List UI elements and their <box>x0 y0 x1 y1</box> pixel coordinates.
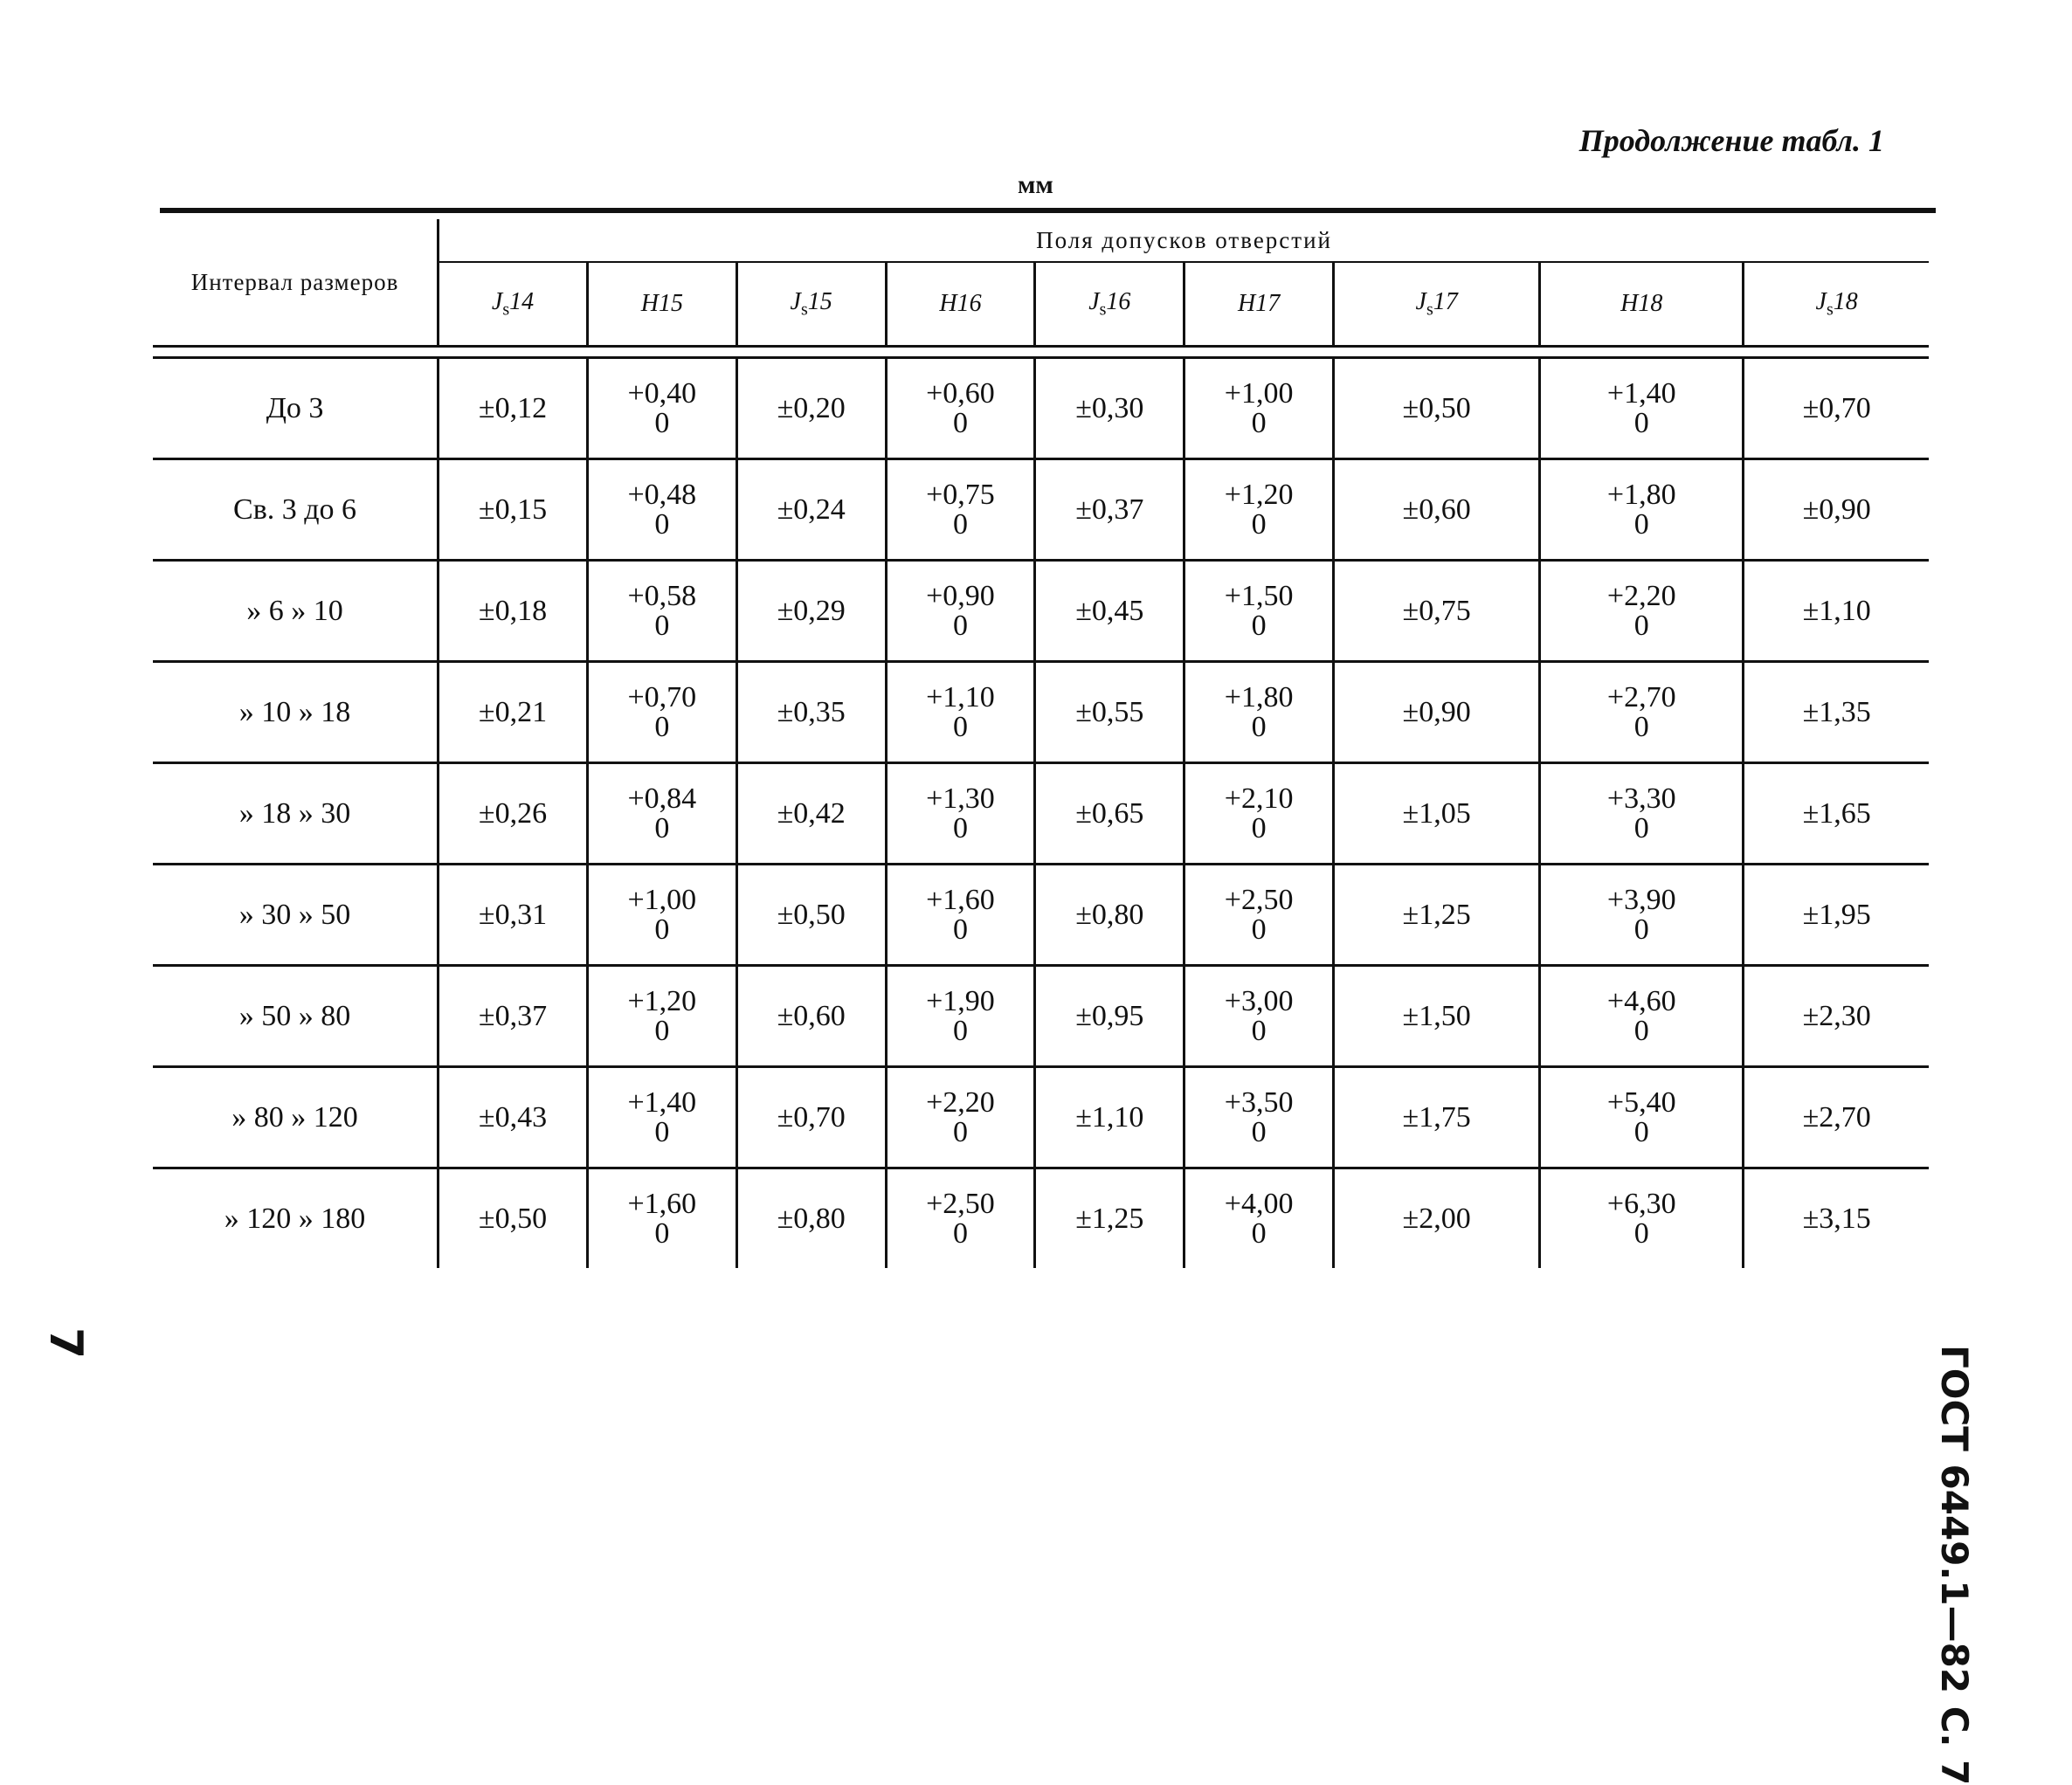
tolerance-cell <box>1744 865 1929 966</box>
field-header <box>439 262 588 347</box>
upper-deviation: +6,30 <box>1606 1187 1676 1220</box>
tolerance-cell <box>439 865 588 966</box>
tolerance-cell <box>439 1168 588 1269</box>
upper-deviation: ±1,10 <box>1075 1100 1144 1134</box>
tolerance-cell <box>886 966 1035 1067</box>
tolerance-cell <box>886 459 1035 561</box>
tolerance-cell <box>1035 1168 1184 1269</box>
interval-header: Интервал размеров <box>153 219 439 347</box>
upper-deviation: ±0,31 <box>478 898 548 931</box>
tolerance-cell <box>439 763 588 865</box>
tolerance-cell <box>1035 662 1184 763</box>
tolerance-cell <box>1184 966 1334 1067</box>
tolerance-cell <box>1184 763 1334 865</box>
lower-deviation: 0 <box>1633 1115 1649 1148</box>
upper-deviation: ±1,10 <box>1802 594 1871 627</box>
upper-deviation: ±0,21 <box>478 695 548 728</box>
tolerance-cell <box>1184 459 1334 561</box>
tolerance-cell <box>587 662 736 763</box>
top-rule <box>160 208 1936 213</box>
upper-deviation: ±1,50 <box>1402 999 1471 1032</box>
tolerance-cell <box>439 358 588 459</box>
lower-deviation: 0 <box>1633 811 1649 844</box>
upper-deviation: ±0,90 <box>1402 695 1471 728</box>
tolerance-cell <box>736 1067 886 1168</box>
tolerance-cell <box>736 966 886 1067</box>
tolerance-cell <box>886 763 1035 865</box>
size-interval: » 80 » 120 <box>153 1067 439 1168</box>
tolerance-cell <box>1540 763 1744 865</box>
upper-deviation: ±2,00 <box>1402 1202 1471 1235</box>
field-letter: J <box>491 287 503 315</box>
upper-deviation: ±0,60 <box>1402 493 1471 526</box>
lower-deviation: 0 <box>654 609 670 642</box>
tolerance-cell <box>736 763 886 865</box>
tolerance-cell <box>1540 966 1744 1067</box>
standard-side-label: ГОСТ 6449.1—82 С. 7 <box>1933 1345 1976 1785</box>
tolerance-cell <box>1334 763 1540 865</box>
upper-deviation: +3,00 <box>1224 984 1294 1017</box>
field-letter: H <box>1620 290 1639 317</box>
field-header <box>1540 262 1744 347</box>
tolerance-cell <box>1744 358 1929 459</box>
size-interval: » 6 » 10 <box>153 561 439 662</box>
upper-deviation: +3,50 <box>1224 1085 1294 1119</box>
field-header <box>886 262 1035 347</box>
tolerance-cell <box>886 865 1035 966</box>
upper-deviation: ±0,20 <box>777 391 846 424</box>
tolerance-cell <box>1184 1168 1334 1269</box>
upper-deviation: ±0,50 <box>478 1202 548 1235</box>
tolerance-cell <box>1035 865 1184 966</box>
tolerance-cell <box>886 358 1035 459</box>
lower-deviation: 0 <box>952 710 968 743</box>
size-interval: До 3 <box>153 358 439 459</box>
tolerance-cell <box>439 459 588 561</box>
lower-deviation: 0 <box>1251 913 1267 946</box>
tolerance-cell <box>587 561 736 662</box>
field-number: 15 <box>807 287 832 315</box>
upper-deviation: +1,90 <box>926 984 995 1017</box>
tolerance-cell <box>736 662 886 763</box>
table-row <box>153 561 1929 662</box>
tolerance-cell <box>1035 459 1184 561</box>
upper-deviation: ±0,43 <box>478 1100 548 1134</box>
upper-deviation: +1,50 <box>1224 579 1294 612</box>
table-row <box>153 865 1929 966</box>
table-row <box>153 358 1929 459</box>
tolerance-cell <box>1744 763 1929 865</box>
tolerance-cell <box>587 1168 736 1269</box>
upper-deviation: +1,40 <box>1606 376 1676 410</box>
size-interval: » 10 » 18 <box>153 662 439 763</box>
lower-deviation: 0 <box>1251 1216 1267 1250</box>
upper-deviation: ±0,80 <box>1075 898 1144 931</box>
field-letter: J <box>1415 287 1426 315</box>
field-letter: J <box>1088 287 1100 315</box>
field-header <box>1035 262 1184 347</box>
lower-deviation: 0 <box>952 913 968 946</box>
upper-deviation: ±0,12 <box>478 391 548 424</box>
page-number: 7 <box>39 1327 92 1360</box>
upper-deviation: ±0,37 <box>1075 493 1144 526</box>
lower-deviation: 0 <box>654 1216 670 1250</box>
lower-deviation: 0 <box>1633 507 1649 541</box>
upper-deviation: ±0,42 <box>777 796 846 830</box>
upper-deviation: ±2,30 <box>1802 999 1871 1032</box>
tolerance-cell <box>1334 358 1540 459</box>
tolerance-cell <box>1184 1067 1334 1168</box>
upper-deviation: +4,00 <box>1224 1187 1294 1220</box>
lower-deviation: 0 <box>952 609 968 642</box>
table-body <box>153 358 1929 1269</box>
field-letter: H <box>640 290 659 317</box>
table-row <box>153 1067 1929 1168</box>
upper-deviation: ±0,15 <box>478 493 548 526</box>
tolerance-cell <box>1035 1067 1184 1168</box>
upper-deviation: +0,90 <box>926 579 995 612</box>
tolerance-cell <box>886 662 1035 763</box>
tolerance-cell <box>1035 966 1184 1067</box>
lower-deviation: 0 <box>1251 507 1267 541</box>
field-number: 18 <box>1833 287 1858 315</box>
upper-deviation: +5,40 <box>1606 1085 1676 1119</box>
tolerance-cell <box>1540 561 1744 662</box>
upper-deviation: ±1,75 <box>1402 1100 1471 1134</box>
size-interval: » 18 » 30 <box>153 763 439 865</box>
lower-deviation: 0 <box>654 811 670 844</box>
upper-deviation: ±0,26 <box>478 796 548 830</box>
lower-deviation: 0 <box>952 811 968 844</box>
upper-deviation: ±0,95 <box>1075 999 1144 1032</box>
upper-deviation: +1,30 <box>926 782 995 815</box>
upper-deviation: +2,20 <box>926 1085 995 1119</box>
upper-deviation: +0,60 <box>926 376 995 410</box>
upper-deviation: ±0,70 <box>1802 391 1871 424</box>
field-subscript: s <box>1426 300 1433 320</box>
tolerance-cell <box>1540 459 1744 561</box>
field-number: 16 <box>957 290 982 317</box>
field-header <box>736 262 886 347</box>
upper-deviation: ±0,70 <box>777 1100 846 1134</box>
tolerance-cell <box>1184 358 1334 459</box>
field-number: 18 <box>1638 290 1663 317</box>
tolerance-cell <box>1334 865 1540 966</box>
lower-deviation: 0 <box>1251 609 1267 642</box>
lower-deviation: 0 <box>1251 406 1267 439</box>
tolerance-cell <box>587 459 736 561</box>
upper-deviation: ±0,18 <box>478 594 548 627</box>
tolerance-cell <box>1540 865 1744 966</box>
tolerance-cell <box>736 358 886 459</box>
tolerance-cell <box>1540 1067 1744 1168</box>
upper-deviation: ±0,55 <box>1075 695 1144 728</box>
upper-deviation: +1,40 <box>627 1085 697 1119</box>
upper-deviation: +2,50 <box>926 1187 995 1220</box>
upper-deviation: ±0,45 <box>1075 594 1144 627</box>
tolerance-cell <box>1035 561 1184 662</box>
upper-deviation: +2,10 <box>1224 782 1294 815</box>
tolerance-cell <box>886 1168 1035 1269</box>
tolerance-cell <box>439 966 588 1067</box>
upper-deviation: +2,20 <box>1606 579 1676 612</box>
header-separator <box>153 347 1929 358</box>
upper-deviation: +0,48 <box>627 478 697 511</box>
lower-deviation: 0 <box>1633 1014 1649 1047</box>
tolerance-cell <box>1744 966 1929 1067</box>
lower-deviation: 0 <box>1251 811 1267 844</box>
upper-deviation: +1,00 <box>627 883 697 916</box>
table-row <box>153 763 1929 865</box>
field-number: 16 <box>1106 287 1131 315</box>
lower-deviation: 0 <box>654 1014 670 1047</box>
lower-deviation: 0 <box>1633 1216 1649 1250</box>
upper-deviation: +1,10 <box>926 680 995 713</box>
lower-deviation: 0 <box>654 406 670 439</box>
lower-deviation: 0 <box>1633 710 1649 743</box>
upper-deviation: ±1,05 <box>1402 796 1471 830</box>
upper-deviation: ±1,25 <box>1075 1202 1144 1235</box>
upper-deviation: +3,90 <box>1606 883 1676 916</box>
upper-deviation: +1,20 <box>1224 478 1294 511</box>
upper-deviation: +1,60 <box>926 883 995 916</box>
upper-deviation: ±0,75 <box>1402 594 1471 627</box>
field-number: 15 <box>658 290 683 317</box>
table-row <box>153 459 1929 561</box>
tolerance-cell <box>1540 358 1744 459</box>
upper-deviation: ±0,35 <box>777 695 846 728</box>
tolerance-cell <box>736 1168 886 1269</box>
table-row <box>153 966 1929 1067</box>
tolerance-cell <box>439 561 588 662</box>
size-interval: » 50 » 80 <box>153 966 439 1067</box>
upper-deviation: ±0,50 <box>777 898 846 931</box>
upper-deviation: +1,80 <box>1224 680 1294 713</box>
lower-deviation: 0 <box>1633 406 1649 439</box>
lower-deviation: 0 <box>654 1115 670 1148</box>
lower-deviation: 0 <box>1633 609 1649 642</box>
upper-deviation: ±0,80 <box>777 1202 846 1235</box>
tolerance-cell <box>1184 561 1334 662</box>
field-subscript: s <box>800 300 808 320</box>
tolerance-cell <box>886 561 1035 662</box>
field-number: 14 <box>509 287 535 315</box>
upper-deviation: +2,50 <box>1224 883 1294 916</box>
upper-deviation: ±0,24 <box>777 493 846 526</box>
upper-deviation: ±3,15 <box>1802 1202 1871 1235</box>
upper-deviation: ±1,25 <box>1402 898 1471 931</box>
upper-deviation: +1,80 <box>1606 478 1676 511</box>
lower-deviation: 0 <box>1251 710 1267 743</box>
table-row <box>153 1168 1929 1269</box>
lower-deviation: 0 <box>952 1216 968 1250</box>
upper-deviation: +4,60 <box>1606 984 1676 1017</box>
upper-deviation: ±0,60 <box>777 999 846 1032</box>
tolerance-table <box>153 219 1929 1268</box>
table-row <box>153 662 1929 763</box>
lower-deviation: 0 <box>952 1115 968 1148</box>
size-interval: » 120 » 180 <box>153 1168 439 1269</box>
tolerance-cell <box>1540 662 1744 763</box>
tolerance-cell <box>1334 662 1540 763</box>
tolerance-cell <box>1744 1067 1929 1168</box>
units-label: мм <box>1018 170 1053 199</box>
tolerance-cell <box>1334 561 1540 662</box>
tolerance-cell <box>1035 763 1184 865</box>
tolerance-cell <box>439 1067 588 1168</box>
tolerance-cell <box>1334 459 1540 561</box>
lower-deviation: 0 <box>1251 1115 1267 1148</box>
tolerance-cell <box>587 1067 736 1168</box>
tolerance-cell <box>886 1067 1035 1168</box>
upper-deviation: ±2,70 <box>1802 1100 1871 1134</box>
upper-deviation: ±1,35 <box>1802 695 1871 728</box>
upper-deviation: ±0,65 <box>1075 796 1144 830</box>
lower-deviation: 0 <box>1633 913 1649 946</box>
group-header: Поля допусков отверстий <box>439 219 1929 262</box>
upper-deviation: +0,75 <box>926 478 995 511</box>
upper-deviation: +3,30 <box>1606 782 1676 815</box>
field-letter: J <box>1815 287 1827 315</box>
tolerance-cell <box>1035 358 1184 459</box>
field-subscript: s <box>1826 300 1834 320</box>
field-header <box>1334 262 1540 347</box>
lower-deviation: 0 <box>1251 1014 1267 1047</box>
field-letter: H <box>939 290 957 317</box>
tolerance-cell <box>587 358 736 459</box>
field-header <box>1184 262 1334 347</box>
lower-deviation: 0 <box>654 507 670 541</box>
table-continuation-caption: Продолжение табл. 1 <box>1578 123 1884 158</box>
tolerance-cell <box>1334 966 1540 1067</box>
upper-deviation: +0,70 <box>627 680 697 713</box>
lower-deviation: 0 <box>654 913 670 946</box>
tolerance-cell <box>1334 1168 1540 1269</box>
field-header <box>587 262 736 347</box>
upper-deviation: ±0,30 <box>1075 391 1144 424</box>
tolerance-cell <box>1744 459 1929 561</box>
tolerance-cell <box>1184 865 1334 966</box>
tolerance-cell <box>736 459 886 561</box>
tolerance-cell <box>1540 1168 1744 1269</box>
upper-deviation: ±0,37 <box>478 999 548 1032</box>
tolerance-cell <box>439 662 588 763</box>
field-letter: J <box>790 287 801 315</box>
upper-deviation: ±1,65 <box>1802 796 1871 830</box>
upper-deviation: +2,70 <box>1606 680 1676 713</box>
tolerance-cell <box>1744 662 1929 763</box>
lower-deviation: 0 <box>952 1014 968 1047</box>
upper-deviation: ±1,95 <box>1802 898 1871 931</box>
field-number: 17 <box>1433 287 1458 315</box>
tolerance-cell <box>1744 561 1929 662</box>
lower-deviation: 0 <box>952 507 968 541</box>
size-interval: » 30 » 50 <box>153 865 439 966</box>
upper-deviation: +1,20 <box>627 984 697 1017</box>
lower-deviation: 0 <box>654 710 670 743</box>
upper-deviation: +1,60 <box>627 1187 697 1220</box>
upper-deviation: ±0,90 <box>1802 493 1871 526</box>
field-header <box>1744 262 1929 347</box>
tolerance-cell <box>1334 1067 1540 1168</box>
field-subscript: s <box>502 300 510 320</box>
tolerance-cell <box>587 966 736 1067</box>
tolerance-cell <box>1184 662 1334 763</box>
size-interval: Св. 3 до 6 <box>153 459 439 561</box>
upper-deviation: +1,00 <box>1224 376 1294 410</box>
tolerance-cell <box>736 561 886 662</box>
upper-deviation: +0,40 <box>627 376 697 410</box>
tolerance-cell <box>587 865 736 966</box>
lower-deviation: 0 <box>952 406 968 439</box>
field-number: 17 <box>1255 290 1281 317</box>
tolerance-cell <box>736 865 886 966</box>
upper-deviation: +0,84 <box>627 782 697 815</box>
upper-deviation: ±0,50 <box>1402 391 1471 424</box>
tolerance-cell <box>587 763 736 865</box>
field-letter: H <box>1238 290 1256 317</box>
field-subscript: s <box>1099 300 1107 320</box>
upper-deviation: +0,58 <box>627 579 697 612</box>
upper-deviation: ±0,29 <box>777 594 846 627</box>
tolerance-cell <box>1744 1168 1929 1269</box>
